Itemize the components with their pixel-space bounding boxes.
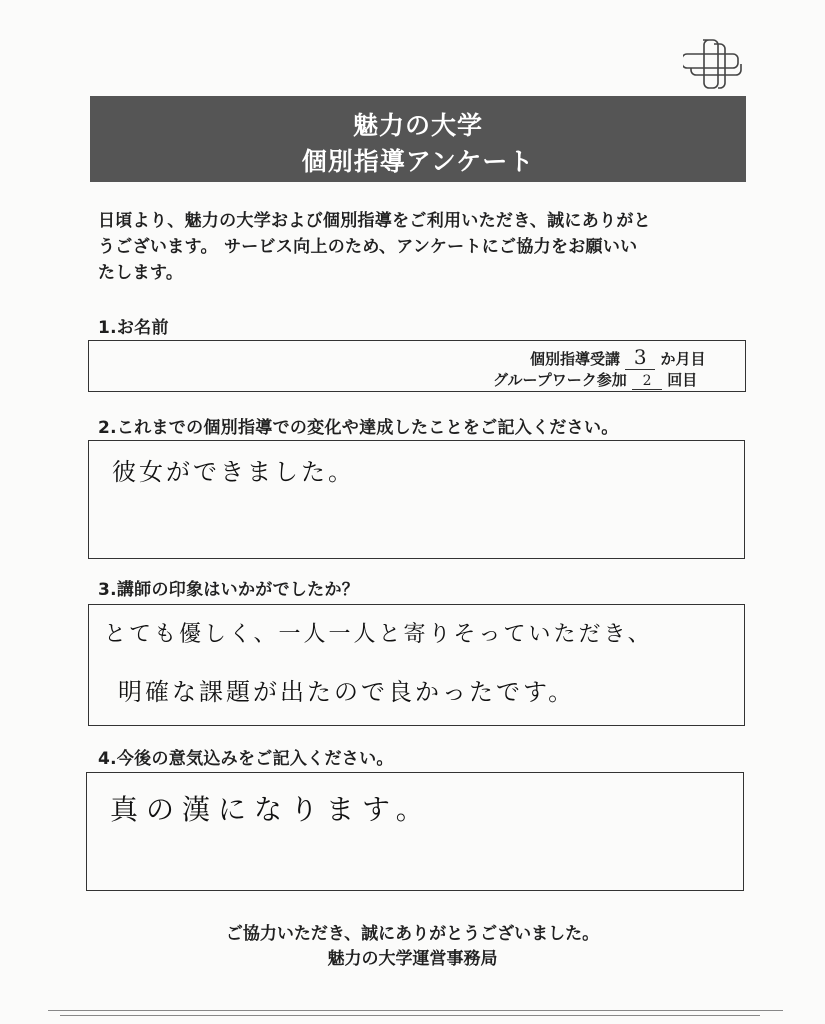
intro-line-1: 日頃より、魅力の大学および個別指導をご利用いただき、誠にありがと <box>98 211 651 231</box>
answer-3-line-2: 明確な課題が出たので良かったです。 <box>118 678 576 706</box>
lesson-unit: か月目 <box>660 350 706 368</box>
intro-line-3: たします。 <box>98 263 184 283</box>
group-unit: 回目 <box>667 371 698 389</box>
title-line-1: 魅力の大学 <box>352 111 483 140</box>
title-line-2: 個別指導アンケート <box>301 147 535 176</box>
group-value[interactable]: 2 <box>632 373 662 390</box>
lesson-label: 個別指導受講 <box>530 350 621 368</box>
question-4-label: 4.今後の意気込みをご記入ください。 <box>98 749 394 769</box>
thank-you-text: ご協力いただき、誠にありがとうございました。 <box>225 924 600 944</box>
question-1-label: 1.お名前 <box>98 318 169 338</box>
group-label: グループワーク参加 <box>493 371 627 389</box>
cross-knot-logo-icon <box>683 36 743 92</box>
intro-text <box>98 208 748 286</box>
question-2-label: 2.これまでの個別指導での変化や達成したことをご記入ください。 <box>98 418 619 438</box>
answer-3-line-1: とても優しく、一人一人と寄りそっていただき、 <box>104 622 653 647</box>
group-work-row <box>493 369 697 390</box>
answer-4-text: 真の漢になります。 <box>110 793 432 826</box>
question-3-label: 3.講師の印象はいかがでしたか？ <box>98 580 360 600</box>
office-name: 魅力の大学運営事務局 <box>327 949 498 969</box>
answer-2-text: 彼女ができました。 <box>112 458 355 486</box>
bottom-rule-2 <box>60 1015 760 1016</box>
title-banner <box>90 96 746 182</box>
lesson-months-row <box>530 345 706 370</box>
lesson-value[interactable]: 3 <box>625 345 655 370</box>
intro-line-2: うございます。 サービス向上のため、アンケートにご協力をお願いい <box>98 237 638 257</box>
bottom-rule <box>48 1010 783 1011</box>
